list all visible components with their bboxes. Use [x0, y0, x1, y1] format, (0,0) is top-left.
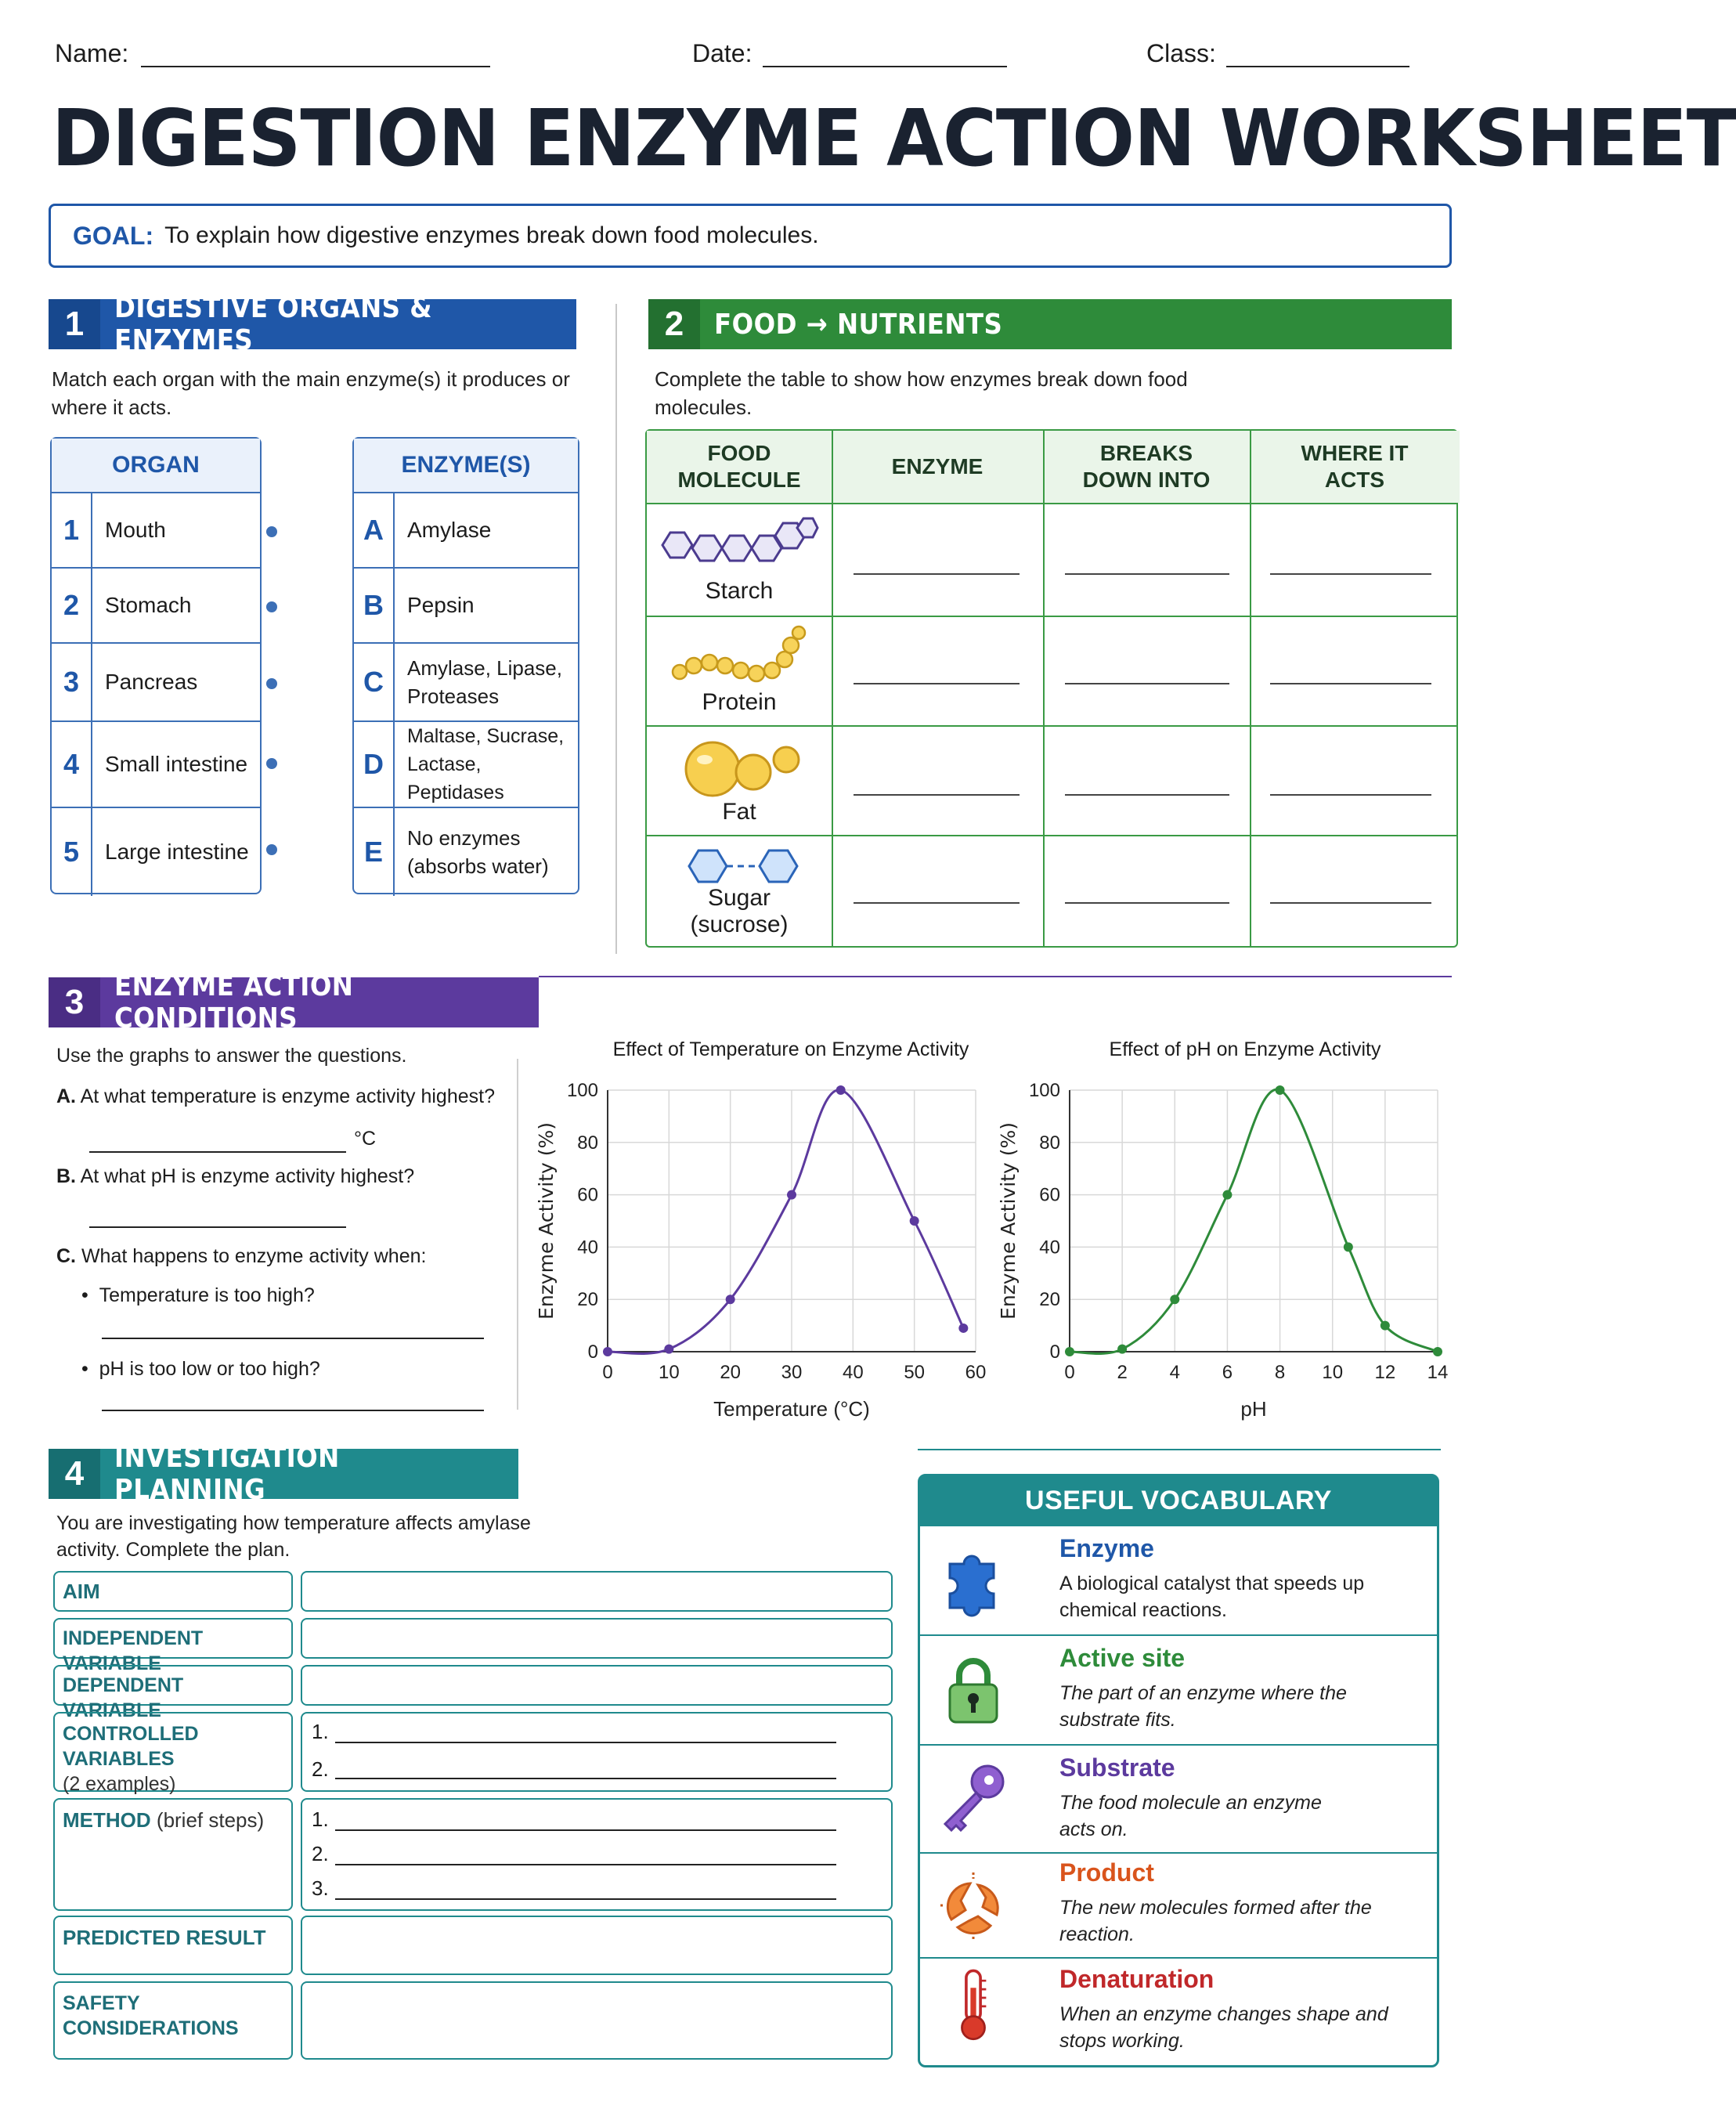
bullet-item: • pH is too low or too high?: [81, 1358, 320, 1380]
section-2-instructions: Complete the table to show how enzymes break down food molecules.: [655, 367, 1188, 419]
organ-row: [52, 492, 260, 567]
goal-banner: [49, 204, 1452, 268]
data-point: [787, 1190, 796, 1200]
protein-bead-chain-icon: [670, 627, 819, 689]
question-b-text: At what pH is enzyme activity highest?: [80, 1165, 415, 1187]
col-header-where: WHERE IT ACTS: [1250, 431, 1460, 503]
section-3-header: [49, 970, 539, 1035]
match-dot[interactable]: [266, 601, 277, 612]
organ-row: [52, 720, 260, 807]
enzyme-key: C: [363, 666, 384, 698]
name-field[interactable]: [141, 66, 490, 67]
section-1-title: DIGESTIVE ORGANS & ENZYMES: [114, 292, 432, 356]
y-tick-label: 60: [577, 1184, 598, 1206]
cv-note: (2 examples): [63, 1773, 176, 1795]
y-tick-label: 20: [1039, 1289, 1060, 1311]
aim-field[interactable]: [301, 1571, 893, 1612]
vocab-definition: The food molecule an enzyme acts on.: [1059, 1792, 1322, 1840]
x-tick-label: 60: [965, 1362, 987, 1383]
data-point: [958, 1324, 968, 1333]
question-c: [56, 1244, 426, 1269]
data-point: [910, 1216, 919, 1226]
section-1-header: [49, 292, 576, 356]
organ-name: Small intestine: [91, 722, 260, 807]
data-point: [1170, 1295, 1179, 1304]
section-3-bottom-rule: [918, 1449, 1441, 1450]
data-point: [1117, 1345, 1127, 1354]
section-2-number: 2: [648, 299, 700, 349]
x-tick-label: 8: [1274, 1362, 1286, 1383]
enzyme-header: ENZYME(S): [354, 439, 578, 493]
goal-text: To explain how digestive enzymes break down food molecules.: [164, 222, 819, 248]
row-divider: [647, 503, 1456, 504]
method-field[interactable]: [301, 1798, 893, 1911]
match-dot[interactable]: [266, 844, 277, 855]
data-point: [1222, 1190, 1232, 1200]
question-b: [56, 1164, 414, 1189]
organ-row: [52, 642, 260, 720]
data-point: [1433, 1347, 1442, 1356]
data-point: [1276, 1085, 1285, 1095]
answer-line[interactable]: [1065, 794, 1229, 796]
method-line-3[interactable]: [335, 1898, 836, 1900]
y-tick-label: 100: [566, 1080, 598, 1101]
y-tick-label: 60: [1039, 1184, 1060, 1206]
list-number: 1.: [312, 1720, 329, 1743]
answer-b-line[interactable]: [89, 1226, 346, 1228]
x-tick-label: 0: [1064, 1362, 1075, 1383]
enzyme-name: Maltase, Sucrase, Lactase, Peptidases: [393, 722, 578, 807]
vocabulary-box: [918, 1474, 1439, 2067]
list-number: 3.: [312, 1876, 329, 1900]
answer-line[interactable]: [1270, 573, 1431, 575]
x-tick-label: 0: [602, 1362, 613, 1383]
answer-line[interactable]: [854, 573, 1020, 575]
temp-chart-title: Effect of Temperature on Enzyme Activity: [612, 1038, 969, 1060]
cv-label-text: CONTROLLED VARIABLES: [63, 1723, 199, 1770]
date-label: Date:: [692, 39, 753, 67]
section-2-header: [648, 299, 1452, 349]
dv-label: [53, 1665, 293, 1721]
sucrose-rings-icon: [684, 843, 810, 890]
ph-chart-title: Effect of pH on Enzyme Activity: [1109, 1038, 1381, 1060]
charts-divider: [517, 1059, 518, 1410]
y-tick-label: 20: [577, 1289, 598, 1311]
answer-a-unit: °C: [354, 1128, 377, 1150]
organ-header: ORGAN: [52, 439, 260, 493]
section-1-instructions: Match each organ with the main enzyme(s) it produces or where it acts.: [52, 367, 570, 419]
organ-key: 1: [63, 514, 80, 546]
section-divider-vertical: [615, 304, 617, 954]
section-3-rule: [539, 976, 1452, 977]
section-3-number: 3: [49, 977, 100, 1027]
organ-key: 5: [63, 836, 80, 868]
vocab-item: [920, 1744, 1437, 1852]
cv-line-1[interactable]: [335, 1742, 836, 1743]
organ-row: [52, 807, 260, 896]
answer-line[interactable]: [854, 902, 1020, 904]
iv-label-text: INDEPENDENT VARIABLE: [63, 1627, 204, 1674]
vocab-item: [920, 1852, 1437, 1957]
food-name: Fat: [722, 799, 756, 825]
x-tick-label: 14: [1427, 1362, 1449, 1383]
padlock-icon: [934, 1650, 1012, 1728]
predicted-label-text: PREDICTED RESULT: [63, 1926, 266, 1949]
bullet-text: Temperature is too high?: [99, 1284, 315, 1306]
organ-name: Pancreas: [91, 644, 260, 720]
answer-line[interactable]: [1065, 902, 1229, 904]
thermometer-icon: [934, 1966, 1012, 2045]
enzyme-key: A: [363, 514, 384, 546]
answer-line[interactable]: [854, 683, 1020, 684]
food-table: [645, 429, 1458, 948]
aim-label: [53, 1571, 293, 1612]
x-tick-label: 10: [1322, 1362, 1344, 1383]
data-point: [1380, 1321, 1390, 1331]
data-point: [664, 1345, 673, 1354]
vocab-definition: The new molecules formed after the reaction.: [1059, 1897, 1372, 1945]
row-divider: [647, 835, 1456, 836]
vocab-definition: The part of an enzyme where the substrate fits.: [1059, 1682, 1347, 1731]
safety-label-text: SAFETY CONSIDERATIONS: [63, 1992, 239, 2039]
broken-pieces-icon: [934, 1866, 1012, 1945]
section-4-instructions: You are investigating how temperature affects amylase activity. Complete the plan.: [56, 1512, 531, 1561]
organ-name: Mouth: [91, 493, 260, 567]
match-dot[interactable]: [266, 758, 277, 769]
question-c-label: C.: [56, 1245, 76, 1267]
vocab-item: [920, 1957, 1437, 2070]
organ-column: [50, 437, 262, 894]
list-number: 2.: [312, 1842, 329, 1865]
question-c-text: What happens to enzyme activity when:: [81, 1245, 427, 1267]
organ-key: 2: [63, 589, 80, 621]
x-axis-label: Temperature (°C): [713, 1397, 870, 1421]
key-icon: [934, 1758, 1012, 1836]
data-point: [1065, 1347, 1074, 1356]
list-number: 2.: [312, 1757, 329, 1781]
answer-line[interactable]: [1270, 794, 1431, 796]
vocab-item: [920, 1525, 1437, 1634]
dv-label-text: DEPENDENT VARIABLE: [63, 1674, 184, 1721]
section-4-title: INVESTIGATION PLANNING: [114, 1442, 340, 1506]
food-name: Sugar (sucrose): [690, 885, 789, 937]
answer-line[interactable]: [854, 794, 1020, 796]
question-a-label: A.: [56, 1085, 76, 1107]
y-tick-label: 0: [1049, 1342, 1060, 1363]
bullet-item: • Temperature is too high?: [81, 1284, 315, 1306]
col-header-food: FOOD MOLECULE: [647, 431, 832, 503]
x-tick-label: 12: [1374, 1362, 1396, 1383]
predicted-label: [53, 1916, 293, 1975]
organ-name: Large intestine: [91, 808, 260, 896]
section-2-title: FOOD → NUTRIENTS: [714, 308, 1003, 341]
enzyme-column: [352, 437, 579, 894]
enzyme-row: [354, 720, 578, 807]
answer-c2-line[interactable]: [102, 1410, 484, 1411]
enzyme-name: Amylase, Lipase, Proteases: [393, 644, 578, 720]
data-point: [726, 1295, 735, 1304]
vocab-term: Enzyme: [1059, 1534, 1154, 1562]
class-label: Class:: [1146, 39, 1216, 67]
enzyme-key: E: [363, 836, 383, 868]
question-a-text: At what temperature is enzyme activity highest?: [80, 1085, 495, 1107]
answer-line[interactable]: [1270, 902, 1431, 904]
section-4-header: [49, 1442, 518, 1506]
answer-line[interactable]: [1270, 683, 1431, 684]
starch-hexagon-chain-icon: [658, 515, 822, 570]
date-field[interactable]: [763, 66, 1007, 67]
food-name: Starch: [705, 578, 774, 604]
vocab-definition: When an enzyme changes shape and stops working.: [1059, 2003, 1388, 2052]
section-1-number: 1: [49, 299, 100, 349]
answer-c1-line[interactable]: [102, 1338, 484, 1339]
method-line-2[interactable]: [335, 1864, 836, 1865]
y-tick-label: 0: [587, 1342, 598, 1363]
data-point: [603, 1347, 612, 1356]
section-4-number: 4: [49, 1449, 100, 1499]
match-dot[interactable]: [266, 526, 277, 537]
data-point: [1344, 1242, 1353, 1251]
x-tick-label: 4: [1169, 1362, 1180, 1383]
food-name: Protein: [702, 689, 777, 715]
answer-line[interactable]: [1065, 683, 1229, 684]
x-tick-label: 50: [904, 1362, 926, 1383]
y-tick-label: 40: [1039, 1237, 1060, 1259]
data-point: [836, 1085, 846, 1095]
aim-label-text: AIM: [63, 1580, 100, 1603]
x-tick-label: 2: [1117, 1362, 1128, 1383]
x-tick-label: 30: [781, 1362, 803, 1383]
row-divider: [647, 616, 1456, 617]
ph-chart: [994, 1073, 1464, 1433]
enzyme-key: B: [363, 589, 384, 621]
row-divider: [647, 725, 1456, 727]
enzyme-name: No enzymes (absorbs water): [393, 808, 578, 896]
puzzle-piece-icon: [934, 1540, 1012, 1619]
method-label: [53, 1798, 293, 1911]
organ-key: 4: [63, 748, 80, 780]
name-label: Name:: [55, 39, 129, 67]
question-a: [56, 1084, 495, 1109]
dv-field[interactable]: [301, 1665, 893, 1706]
x-tick-label: 40: [842, 1362, 864, 1383]
enzyme-row: [354, 807, 578, 896]
x-tick-label: 20: [720, 1362, 742, 1383]
goal-label: GOAL:: [73, 221, 154, 250]
cv-field[interactable]: [301, 1712, 893, 1792]
temperature-chart: [532, 1073, 1002, 1433]
vocab-item: [920, 1634, 1437, 1744]
enzyme-name: Pepsin: [393, 569, 578, 642]
method-note: (brief steps): [156, 1808, 265, 1832]
question-b-label: B.: [56, 1165, 76, 1187]
page-title: DIGESTION ENZYME ACTION WORKSHEET: [52, 92, 1736, 184]
answer-line[interactable]: [1065, 573, 1229, 575]
col-divider: [1043, 431, 1045, 946]
col-header-breaks-down: BREAKS DOWN INTO: [1043, 431, 1250, 503]
vocab-term: Substrate: [1059, 1753, 1175, 1782]
match-dot[interactable]: [266, 678, 277, 689]
y-axis-label: Enzyme Activity (%): [535, 1122, 558, 1320]
class-field[interactable]: [1226, 66, 1409, 67]
vocab-term: Denaturation: [1059, 1965, 1214, 1993]
section-3-title: ENZYME ACTION CONDITIONS: [114, 970, 354, 1035]
bullet-text: pH is too low or too high?: [99, 1358, 320, 1380]
safety-field[interactable]: [301, 1981, 893, 2060]
col-divider: [832, 431, 833, 946]
enzyme-row: [354, 642, 578, 720]
section-3-instructions: Use the graphs to answer the questions.: [56, 1045, 407, 1067]
organ-name: Stomach: [91, 569, 260, 642]
iv-field[interactable]: [301, 1618, 893, 1659]
enzyme-row: [354, 567, 578, 642]
enzyme-name: Amylase: [393, 493, 578, 567]
col-divider: [1250, 431, 1251, 946]
y-tick-label: 100: [1028, 1080, 1060, 1101]
x-axis-label: pH: [1240, 1397, 1267, 1421]
iv-label: [53, 1618, 293, 1674]
series-line: [1070, 1089, 1438, 1353]
x-tick-label: 10: [658, 1362, 680, 1383]
vocab-definition: A biological catalyst that speeds up chemical reactions.: [1059, 1573, 1365, 1621]
x-tick-label: 6: [1222, 1362, 1233, 1383]
vocab-term: Active site: [1059, 1644, 1186, 1672]
vocabulary-title: USEFUL VOCABULARY: [920, 1476, 1437, 1525]
y-tick-label: 80: [1039, 1132, 1060, 1154]
vocab-term: Product: [1059, 1858, 1154, 1887]
y-tick-label: 80: [577, 1132, 598, 1154]
method-line-1[interactable]: [335, 1829, 836, 1831]
fat-droplets-icon: [681, 735, 807, 805]
col-header-enzyme: ENZYME: [832, 431, 1043, 503]
cv-label: [53, 1712, 293, 1795]
y-tick-label: 40: [577, 1237, 598, 1259]
enzyme-row: [354, 492, 578, 567]
y-axis-label: Enzyme Activity (%): [997, 1122, 1020, 1320]
organ-key: 3: [63, 666, 80, 698]
enzyme-key: D: [363, 748, 384, 780]
organ-row: [52, 567, 260, 642]
predicted-field[interactable]: [301, 1916, 893, 1975]
answer-a-line[interactable]: [89, 1151, 346, 1153]
list-number: 1.: [312, 1807, 329, 1831]
cv-line-2[interactable]: [335, 1778, 836, 1779]
method-label-text: METHOD: [63, 1808, 151, 1832]
safety-label: [53, 1981, 293, 2060]
